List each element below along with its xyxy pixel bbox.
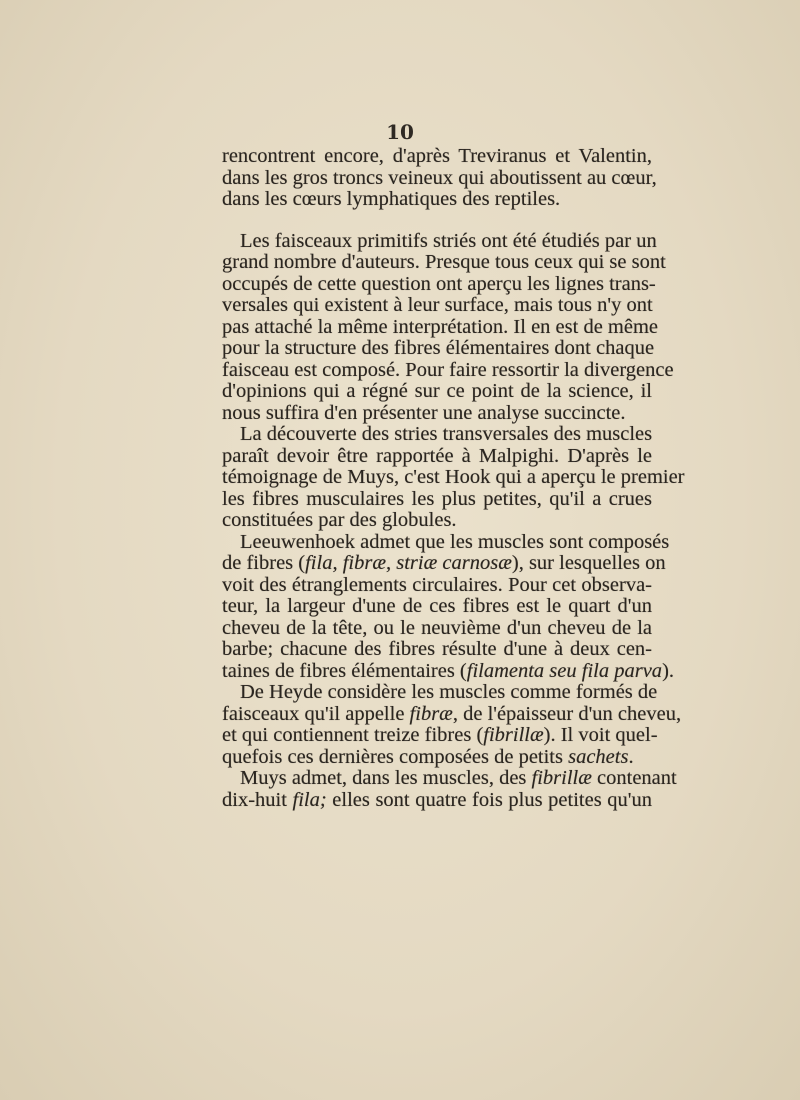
- italic-text: fila, fibræ, striæ carnosæ: [305, 552, 512, 574]
- paragraph-5: [222, 681, 682, 768]
- text-line: faisceau est composé. Pour faire ressortir la divergence: [222, 358, 674, 381]
- paragraph-1: [222, 145, 657, 211]
- text-line: nous suffira d'en présenter une analyse succincte.: [222, 401, 626, 424]
- text-run: quefois ces dernières composées de petits: [222, 745, 569, 768]
- text-line: dans les gros troncs veineux qui aboutissent au cœur,: [222, 166, 657, 189]
- italic-text: fibræ: [409, 702, 453, 725]
- text-run: et qui contiennent treize fibres (: [222, 724, 484, 746]
- text-line: d'opinions qui a régné sur ce point de la science, il: [222, 380, 652, 402]
- text-line: La découverte des stries transversales des muscles: [240, 423, 653, 445]
- text-line: De Heyde considère les muscles comme formés de: [240, 681, 658, 703]
- text-line: rencontrent encore, d'après Treviranus et Valentin,: [222, 145, 652, 167]
- text-line: paraît devoir être rapportée à Malpighi. D'après le: [222, 444, 652, 467]
- italic-text: fibrillæ: [531, 767, 592, 789]
- text-line: Les faisceaux primitifs striés ont été étudiés par un: [240, 229, 657, 252]
- text-line: [222, 702, 682, 726]
- italic-text: sachets: [568, 745, 629, 768]
- paragraph-6: [222, 767, 677, 811]
- text-line: pour la structure des fibres élémentaires dont chaque: [222, 337, 655, 359]
- paragraph-4: [222, 530, 675, 683]
- text-line: constituées par des globules.: [222, 509, 457, 531]
- body-text: [222, 145, 685, 811]
- text-line: versales qui existent à leur surface, mais tous n'y ont: [222, 294, 653, 316]
- text-run: .: [628, 745, 634, 768]
- text-run: de fibres (: [222, 552, 306, 574]
- text-line: teur, la largeur d'une de ces fibres est le quart d'un: [222, 595, 652, 617]
- text-line: occupés de cette question ont aperçu les lignes trans-: [222, 272, 656, 295]
- italic-text: fila;: [292, 788, 327, 811]
- text-line: barbe; chacune des fibres résulte d'une à deux cen-: [222, 638, 652, 660]
- paragraph-3: [222, 423, 685, 532]
- text-line: dans les cœurs lymphatiques des reptiles.: [222, 188, 561, 210]
- text-line: [222, 767, 677, 790]
- text-run: , de l'épaisseur d'un cheveu,: [452, 702, 682, 725]
- text-run: ). Il voit quel-: [543, 724, 658, 746]
- text-line: [222, 659, 675, 683]
- text-line: les fibres musculaires les plus petites, qu'il a crues: [222, 487, 652, 510]
- text-line: [222, 552, 666, 575]
- text-run: taines de fibres élémentaires (: [222, 659, 467, 682]
- text-run: ), sur lesquelles on: [511, 552, 666, 574]
- paragraph-2: [222, 229, 674, 425]
- italic-text: fibrillæ: [483, 724, 544, 746]
- text-line: pas attaché la même interprétation. Il en est de même: [222, 315, 659, 338]
- page-number: 10: [386, 120, 414, 144]
- text-line: [222, 724, 658, 747]
- text-run: faisceaux qu'il appelle: [222, 702, 410, 725]
- text-line: grand nombre d'auteurs. Presque tous ceux qui se sont: [222, 251, 666, 273]
- italic-text: filamenta seu fila parva: [466, 659, 663, 682]
- text-run: elles sont quatre fois plus petites qu'un: [326, 788, 652, 811]
- text-line: témoignage de Muys, c'est Hook qui a aperçu le premier: [222, 466, 685, 488]
- text-line: voit des étranglements circulaires. Pour cet observa-: [222, 573, 652, 596]
- text-line: [222, 747, 652, 769]
- text-run: contenant: [591, 767, 677, 789]
- text-run: dix-huit: [222, 788, 293, 811]
- text-line: cheveu de la tête, ou le neuvième d'un cheveu de la: [222, 616, 652, 639]
- text-run: Muys admet, dans les muscles, des: [240, 767, 532, 789]
- text-line: Leeuwenhoek admet que les muscles sont composés: [240, 530, 670, 553]
- text-run: ).: [662, 659, 675, 682]
- text-line: [222, 790, 652, 812]
